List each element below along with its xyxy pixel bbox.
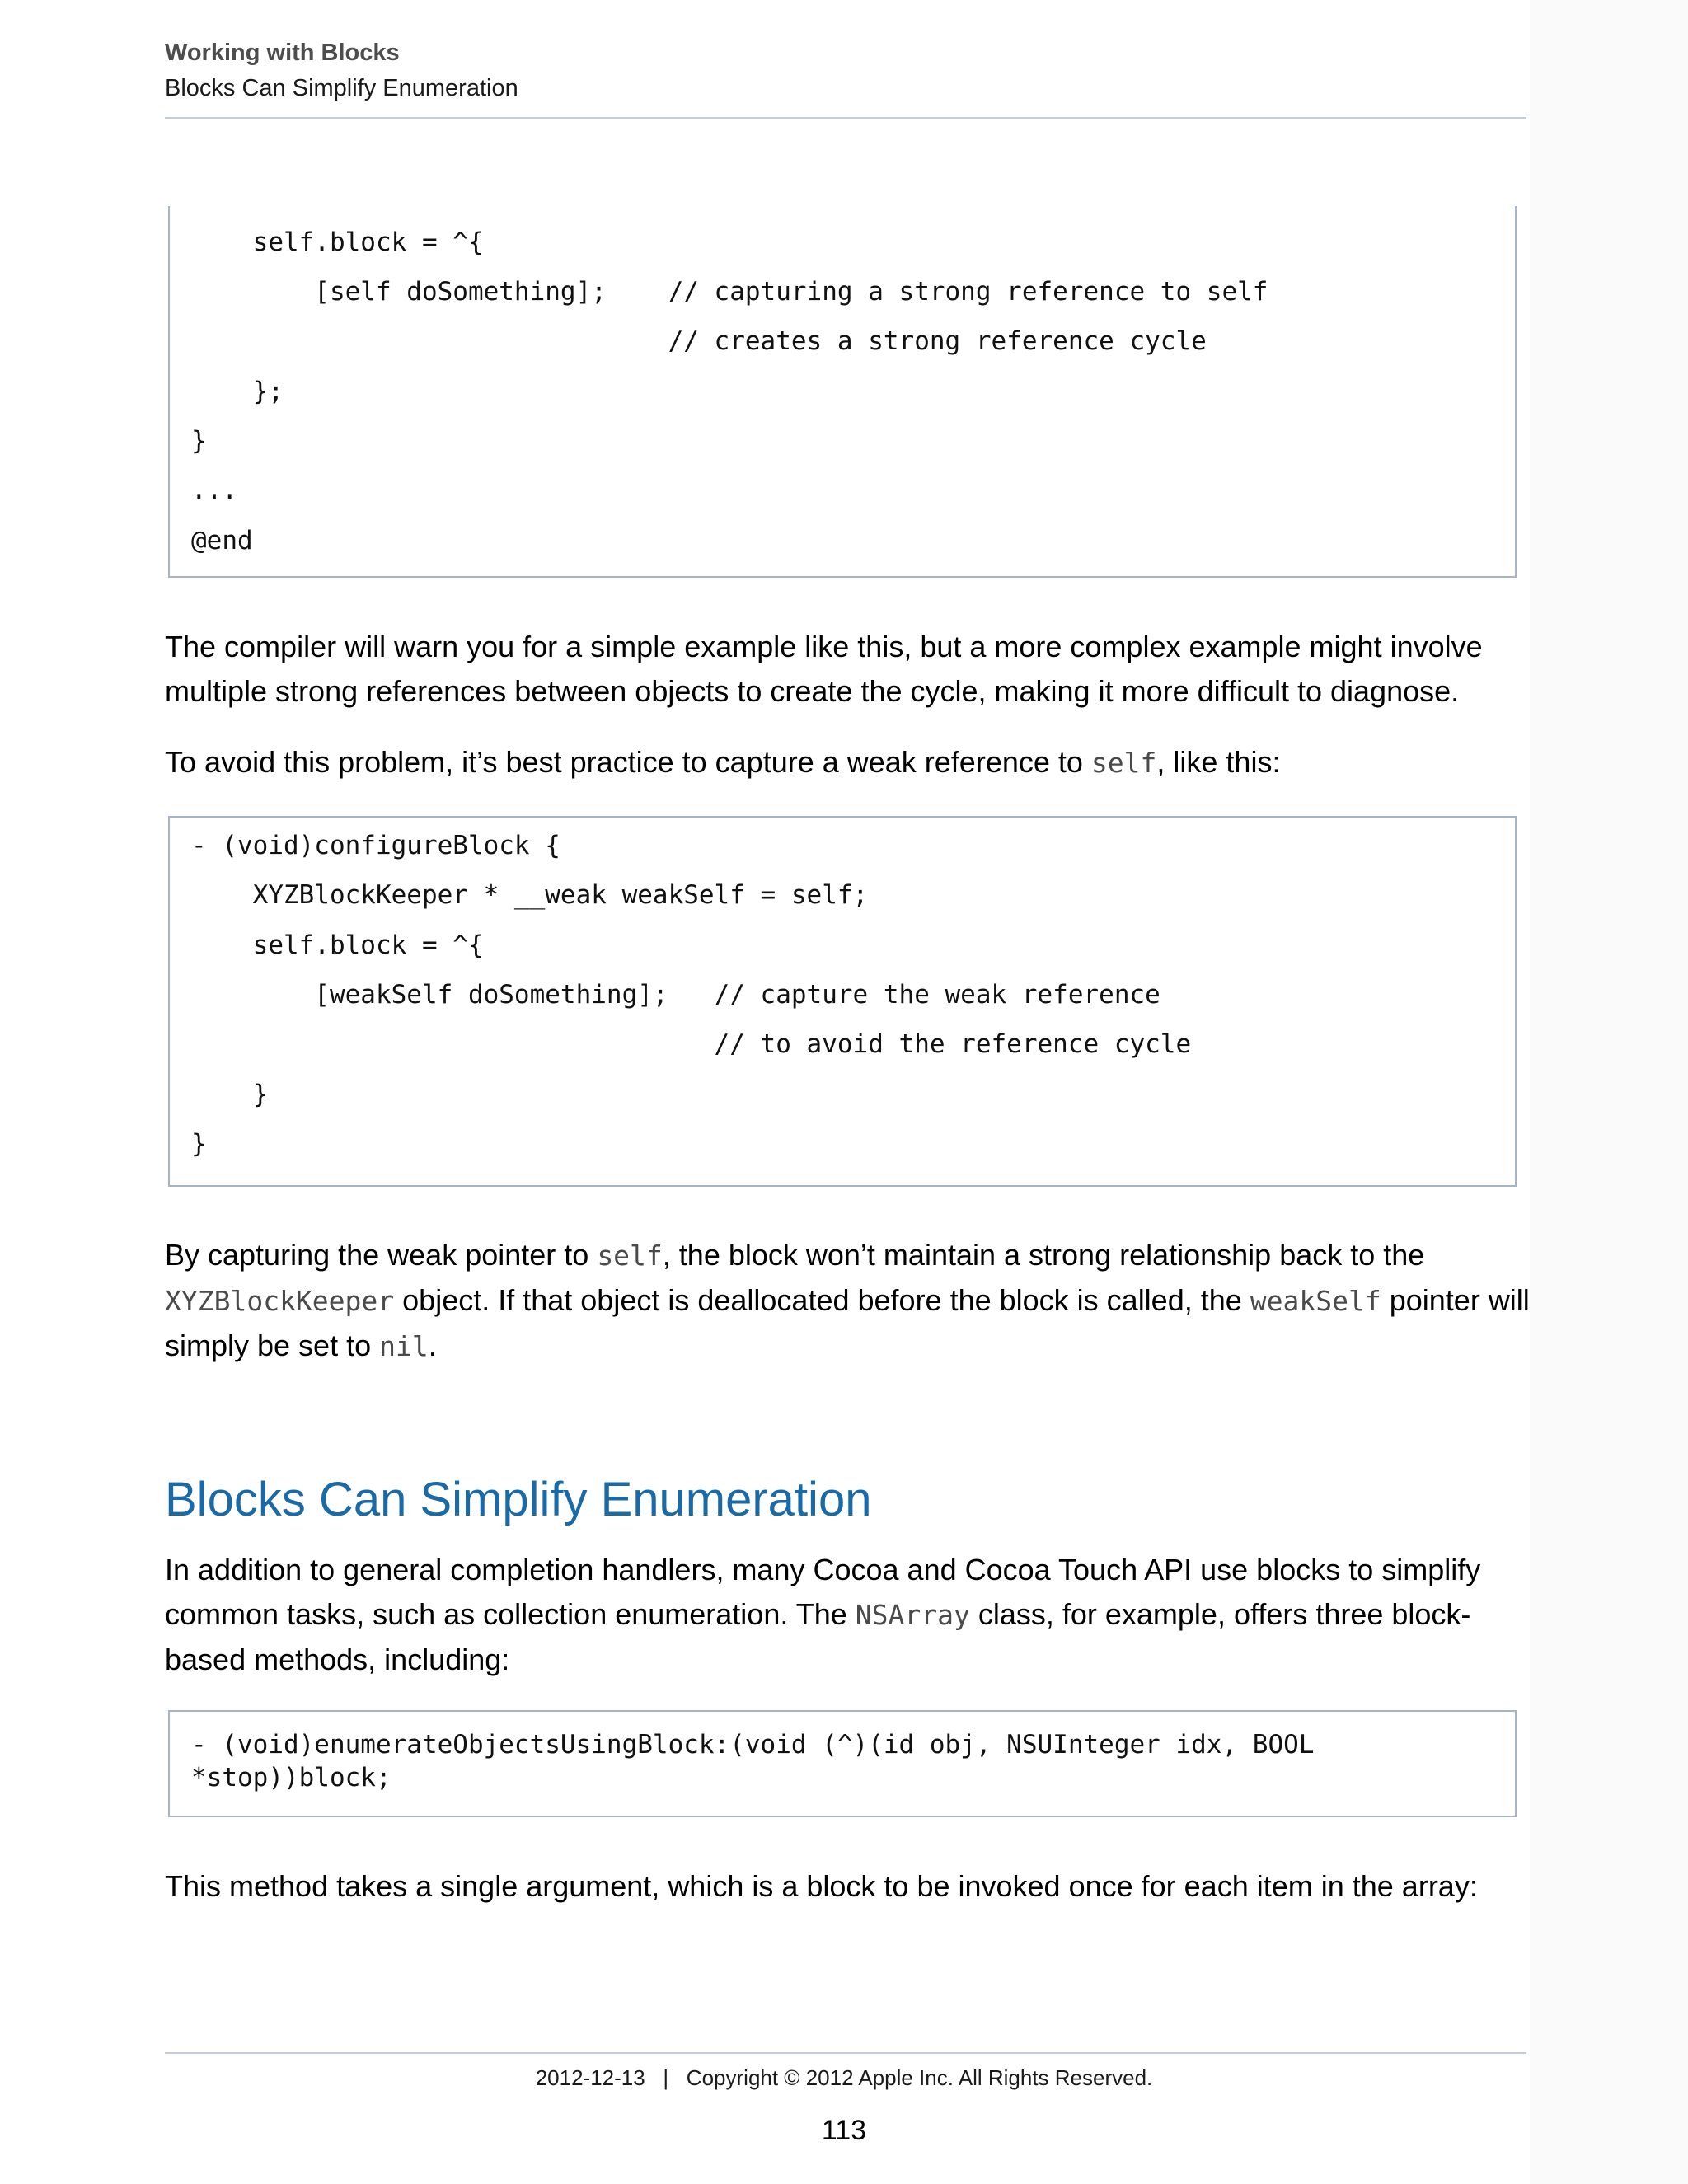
section-heading: Blocks Can Simplify Enumeration xyxy=(165,1473,872,1526)
inline-code: NSArray xyxy=(855,1599,970,1631)
page-number: 113 xyxy=(821,2115,867,2146)
code-line: }; xyxy=(191,377,284,406)
header-section-title: Blocks Can Simplify Enumeration xyxy=(165,75,518,101)
code-block-2 xyxy=(168,816,1517,1187)
paragraph-text: In addition to general completion handlers, many Cocoa and Cocoa Touch API use blocks to simplify common tasks, such as collection enumeration. The xyxy=(165,1553,1481,1631)
code-line: - (void)enumerateObjectsUsingBlock:(void (^)(id obj, NSUInteger idx, BOOL xyxy=(191,1730,1315,1760)
paragraph-text: To avoid this problem, it’s best practice to capture a weak reference to xyxy=(165,745,1091,779)
code-line: self.block = ^{ xyxy=(191,930,484,960)
paragraph-text: By capturing the weak pointer to xyxy=(165,1238,598,1272)
paragraph-text: , like this: xyxy=(1156,745,1281,779)
inline-code: XYZBlockKeeper xyxy=(165,1285,395,1317)
code-line: ... xyxy=(191,476,237,505)
paragraph-text: , the block won’t maintain a strong relationship back to the xyxy=(662,1238,1425,1272)
inline-code: self xyxy=(597,1240,663,1272)
code-line: XYZBlockKeeper * __weak weakSelf = self; xyxy=(191,880,869,910)
code-block-1 xyxy=(168,206,1517,578)
paragraph-text: object. If that object is deallocated before the block is called, the xyxy=(394,1283,1250,1317)
code-line: } xyxy=(191,1080,269,1109)
code-line: [self doSomething]; // capturing a strong reference to self xyxy=(191,277,1268,307)
code-line: @end xyxy=(191,526,253,555)
inline-code: self xyxy=(1090,747,1157,779)
page-margin-shade xyxy=(1530,0,1688,2184)
paragraph-text: pointer will simply be set to xyxy=(165,1283,1530,1362)
running-header xyxy=(165,36,1526,119)
code-line: // to avoid the reference cycle xyxy=(191,1029,1192,1059)
body-paragraph: The compiler will warn you for a simple example like this, but a more complex example might involve multiple strong references between objects to create the cycle, making it more difficult to diagnose. xyxy=(165,630,1483,708)
footer-copyright: 2012-12-13 | Copyright © 2012 Apple Inc. All Rights Reserved. xyxy=(535,2065,1153,2090)
code-line: } xyxy=(191,426,207,456)
paragraph-text: class, for example, offers three block-based methods, including: xyxy=(165,1597,1471,1676)
body-paragraph xyxy=(165,740,1533,785)
code-line: [weakSelf doSomething]; // capture the weak reference xyxy=(191,980,1160,1010)
inline-code: weakSelf xyxy=(1250,1285,1381,1317)
inline-code: nil xyxy=(379,1330,429,1362)
body-paragraph xyxy=(165,1233,1533,1369)
code-line: self.block = ^{ xyxy=(191,227,484,257)
code-line: } xyxy=(191,1129,207,1159)
header-chapter-title: Working with Blocks xyxy=(165,40,400,66)
code-block-3 xyxy=(168,1710,1517,1817)
paragraph-text: . xyxy=(428,1329,437,1362)
body-paragraph xyxy=(165,1548,1533,1682)
body-paragraph: This method takes a single argument, which is a block to be invoked once for each item in the array: xyxy=(165,1869,1478,1903)
code-line: - (void)configureBlock { xyxy=(191,831,560,860)
code-line: *stop))block; xyxy=(191,1763,392,1793)
code-line: // creates a strong reference cycle xyxy=(191,326,1207,356)
footer-divider xyxy=(165,2052,1526,2054)
